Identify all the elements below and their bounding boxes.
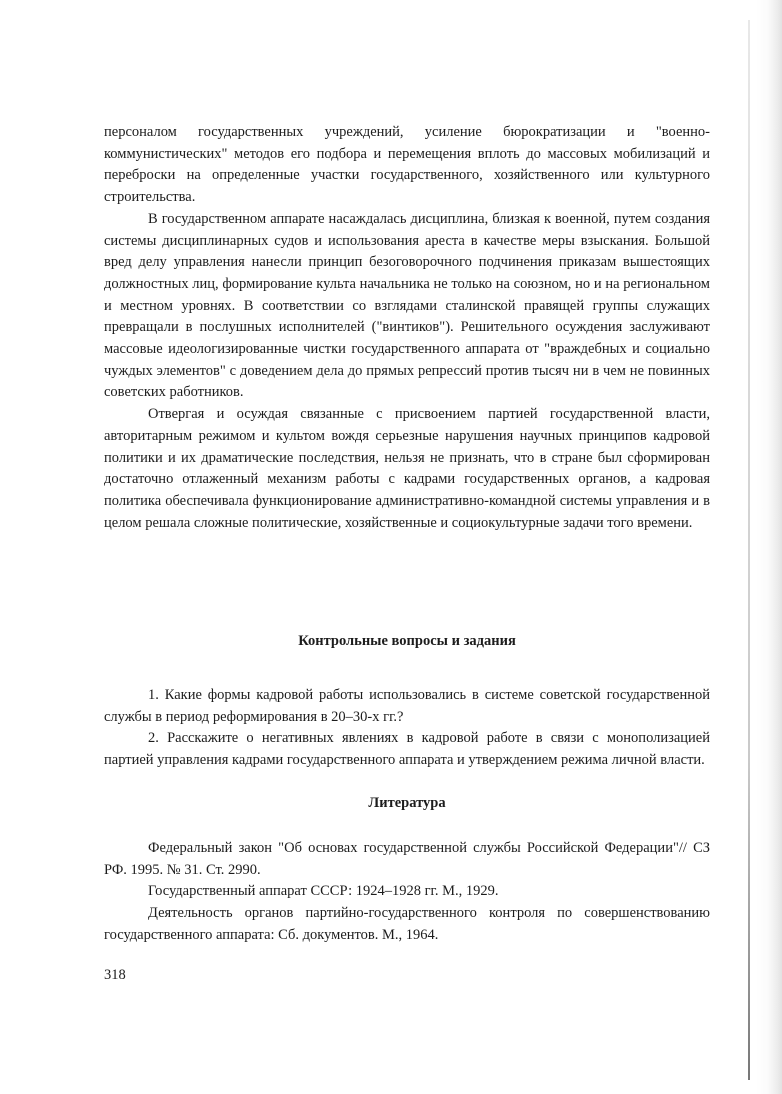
questions-list [104,685,710,772]
page-edge-line [748,20,750,1080]
question-item: 2. Расскажите о негативных явлениях в кадровой работе в связи с монополизацией партией управления кадрами государственного аппарата и утверждением режима личной власти. [104,730,710,769]
page-number: 318 [104,967,126,983]
literature-heading: Литература [368,795,446,811]
page-spine-shadow [756,0,782,1094]
body-paragraph: В государственном аппарате насаждалась дисциплина, близкая к военной, путем создания системы дисциплинарных судов и использования ареста в качестве меры взыскания. Большой вред делу управления нанесли принцип безоговорочного подчинения приказам вышестоящих должностных лиц, формирование культа начальника не только на союзном, но и на региональном и местном уровнях. В соответствии со взглядами сталинской правящей группы служащих превращали в послушных исполнителей ("винтиков"). Решительного осуждения заслуживают массовые идеологизированные чистки государственного аппарата от "враждебных и социально чуждых элементов" с доведением дела до прямых репрессий против тысяч ни в чем не повинных советских работников. [104,210,710,401]
body-text [104,122,710,534]
body-paragraph: Отвергая и осуждая связанные с присвоением партией государственной власти, авторитарным режимом и культом вождя серьезные нарушения научных принципов кадровой политики и их драматические последствия, нельзя не признать, что в стране был сформирован достаточно отлаженный механизм работы с кадрами государственных органов, а кадровая политика обеспечивала функционирование административно-командной системы управления и в целом решала сложные политические, хозяйственные и социокультурные задачи того времени. [104,406,710,531]
literature-item: Федеральный закон "Об основах государственной службы Российской Федерации"// СЗ РФ. 1995. № 31. Ст. 2990. [104,840,710,878]
literature-item: Государственный аппарат СССР: 1924–1928 гг. М., 1929. [148,883,499,900]
body-paragraph: персоналом государственных учреждений, усиление бюрократизации и "военно-коммунистических" методов его подбора и перемещения вплоть до массовых мобилизаций и переброски на определенные участки государственного, хозяйственного или культурного строительства. [104,124,710,206]
literature-item: Деятельность органов партийно-государственного контроля по совершенствованию государственного аппарата: Сб. документов. М., 1964. [104,905,710,943]
literature-list [104,838,710,947]
question-item: 1. Какие формы кадровой работы использовались в системе советской государственной службы в период реформирования в 20–30-х гг.? [104,687,710,725]
questions-heading: Контрольные вопросы и задания [298,633,516,649]
